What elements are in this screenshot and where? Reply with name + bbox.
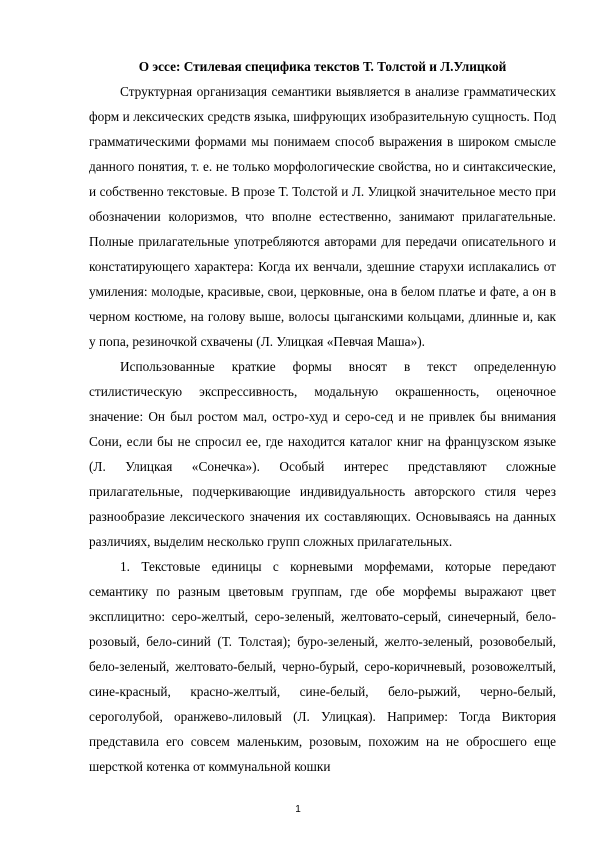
- paragraph-3: 1. Текстовые единицы с корневыми морфемами, которые передают семантику по разным цветовым группам, где обе морфемы выражают цвет эксплицитно: серо-желтый, серо-зеленый, желтовато-серый, синечерный, бело-розовый, бело-синий (Т. Толстая); буро-зеленый, желто-зеленый, розовобелый, бело-зеленый, желтовато-белый, черно-бурый, серо-коричневый, розовожелтый, сине-красный, красно-желтый, сине-белый, бело-рыжий, черно-белый, сероголубой, оранжево-лиловый (Л. Улицкая). Например: Тогда Виктория представила его совсем маленьким, розовым, похожим на не обросшего еще шерсткой котенка от коммунальной кошки: [89, 559, 556, 774]
- paragraph-2: Использованные краткие формы вносят в текст определенную стилистическую экспрессивность, модальную окрашенность, оценочное значение: Он был ростом мал, остро-худ и серо-сед и не привлек бы внимания Сони, если бы не спросил ее, где находится каталог книг на французском языке (Л. Улицкая «Сонечка»). Особый интерес представляют сложные прилагательные, подчеркивающие индивидуальность авторского стиля через разнообразие лексического значения их составляющих. Основываясь на данных различиях, выделим несколько групп сложных прилагательных.: [89, 359, 556, 549]
- paragraph-1: Структурная организация семантики выявляется в анализе грамматических форм и лексических средств языка, шифрующих изобразительную сущность. Под грамматическими формами мы понимаем способ выражения в широком смысле данного понятия, т. е. не только морфологические свойства, но и синтаксические, и собственно текстовые. В прозе Т. Толстой и Л. Улицкой значительное место при обозначении колоризмов, что вполне естественно, занимают прилагательные. Полные прилагательные употребляются авторами для передачи описательного и констатирующего характера: Когда их венчали, здешние старухи исплакались от умиления: молодые, красивые, свои, церковные, она в белом платье и фате, а он в черном костюме, на голову выше, волосы цыганскими кольцами, длинные и, как у попа, резиночкой схвачены (Л. Улицкая «Певчая Маша»).: [89, 84, 556, 349]
- document-title: О эссе: Стилевая специфика текстов Т. Толстой и Л.Улицкой: [138, 59, 507, 74]
- document-body: [89, 54, 556, 779]
- page-number: 1: [295, 804, 301, 815]
